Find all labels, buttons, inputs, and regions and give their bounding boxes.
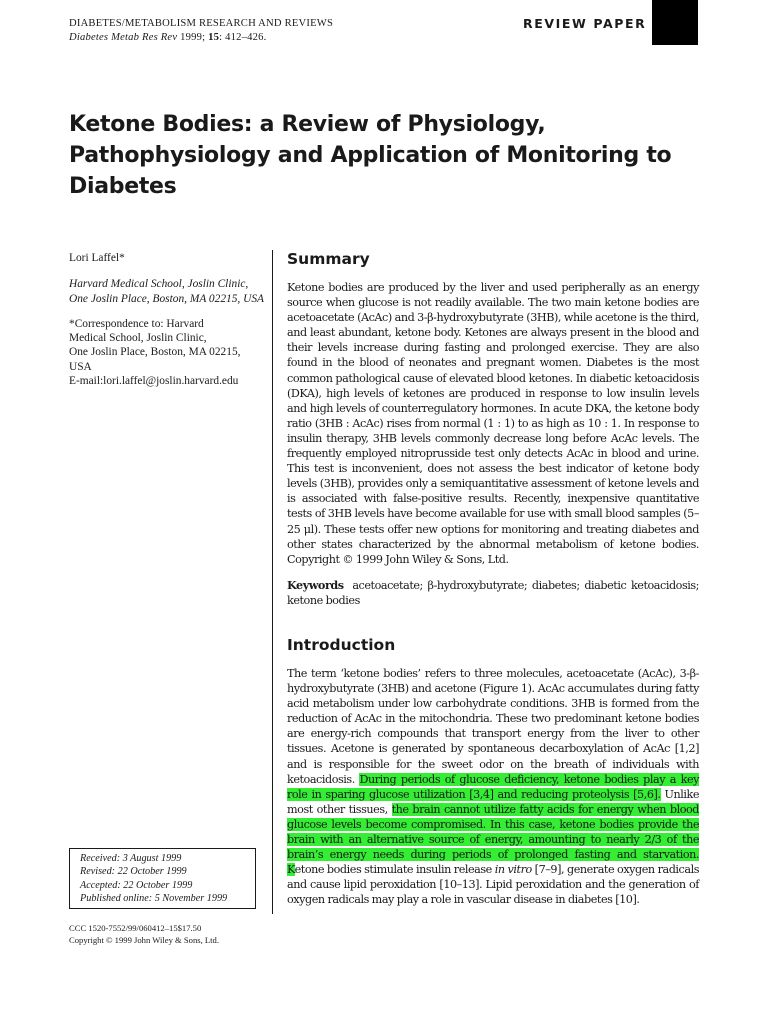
review-paper-label: REVIEW PAPER bbox=[523, 16, 647, 31]
copyright-line: Copyright © 1999 John Wiley & Sons, Ltd. bbox=[69, 934, 219, 945]
highlighted-passage: During periods of glucose deficiency, ketone bodies play a key role in sparing glucose utilization [3,4] and reducing proteolysis [5,6]. bbox=[287, 772, 699, 801]
dates-box bbox=[69, 848, 256, 909]
journal-year: 1999; bbox=[180, 32, 206, 43]
introduction-heading: Introduction bbox=[287, 635, 396, 654]
summary-paragraph: Ketone bodies are produced by the liver and used peripherally as an energy source when glucose is not readily available. The two main ketone bodies are acetoacetate (AcAc) and 3-β-hydroxybutyrate (3HB), while acetone is the third, and least abundant, ketone body. Ketones are always present in the blood and their levels increase during fasting and prolonged exercise. They are also found in the blood of neonates and pregnant women. Diabetes is the most common pathological cause of elevated blood ketones. In diabetic ketoacidosis (DKA), high levels of ketones are produced in response to low insulin levels and high levels of counterregulatory hormones. In acute DKA, the ketone body ratio (3HB : AcAc) rises from normal (1 : 1) to as high as 10 : 1. In response to insulin therapy, 3HB levels commonly decrease long before AcAc levels. The frequently employed nitroprusside test only detects AcAc in blood and urine. This test is inconvenient, does not assess the best indicator of ketone body levels (3HB), provides only a semiquantitative assessment of ketone levels and is associated with false-positive results. Recently, inexpensive quantitative tests of 3HB levels have become available for use with small blood samples (5–25 μl). These tests offer new options for monitoring and treating diabetes and other states characterized by the abnormal metabolism of ketone bodies. Copyright © 1999 John Wiley & Sons, Ltd. bbox=[287, 281, 699, 566]
intro-text: Unlike most other tissues, bbox=[287, 787, 700, 816]
journal-pages: : 412–426. bbox=[219, 32, 267, 43]
journal-abbrev: Diabetes Metab Res Rev bbox=[69, 32, 178, 43]
correspondence-line: *Correspondence to: Harvard bbox=[69, 317, 204, 330]
journal-name: DIABETES/METABOLISM RESEARCH AND REVIEWS bbox=[69, 18, 334, 29]
copyright-footer bbox=[69, 923, 219, 946]
keywords-label: Keywords bbox=[287, 577, 344, 592]
keywords-paragraph bbox=[287, 578, 699, 608]
correspondence-line: USA bbox=[69, 360, 92, 373]
black-corner-block bbox=[652, 0, 698, 45]
author-sidebar bbox=[69, 251, 269, 388]
intro-text: The term ‘ketone bodies’ refers to three molecules, acetoacetate (AcAc), 3-β-hydroxybutyrate (3HB) and acetone (Figure 1). AcAc accumulates during fatty acid metabolism under low carbohydrate conditions. 3HB is formed from the reduction of AcAc in the mitochondria. These two predominant ketone bodies are energy-rich compounds that transport energy from the liver to other tissues. Acetone is generated by spontaneous decarboxylation of AcAc [1,2] and is responsible for the sweet odor on the breath of individuals with ketoacidosis. bbox=[287, 666, 699, 786]
keywords-list: acetoacetate; β-hydroxybutyrate; diabetes; diabetic ketoacidosis; ketone bodies bbox=[287, 578, 699, 607]
introduction-paragraph bbox=[287, 666, 699, 908]
journal-volume: 15 bbox=[208, 32, 220, 43]
intro-italic-text: in vitro bbox=[494, 863, 532, 877]
article-title: Ketone Bodies: a Review of Physiology, Pathophysiology and Application of Monitoring to Diabetes bbox=[69, 112, 672, 199]
author-name: Lori Laffel* bbox=[69, 252, 125, 264]
intro-text: etone bodies stimulate insulin release bbox=[294, 863, 495, 877]
journal-header bbox=[69, 17, 333, 45]
correspondence-line: One Joslin Place, Boston, MA 02215, bbox=[69, 346, 241, 359]
column-divider bbox=[272, 250, 273, 914]
author-affiliation: Harvard Medical School, Joslin Clinic, One Joslin Place, Boston, MA 02215, USA bbox=[69, 278, 264, 305]
revised-date: Revised: 22 October 1999 bbox=[80, 866, 187, 878]
accepted-date: Accepted: 22 October 1999 bbox=[80, 879, 193, 891]
ccc-code: CCC 1520-7552/99/060412–15$17.50 bbox=[69, 923, 202, 933]
correspondence-email: E-mail:lori.laffel@joslin.harvard.edu bbox=[69, 375, 239, 388]
citation bbox=[69, 31, 333, 45]
received-date: Received: 3 August 1999 bbox=[80, 853, 182, 864]
main-column bbox=[287, 249, 699, 907]
highlighted-passage: the brain cannot utilize fatty acids for energy when blood glucose levels become compromised. In this case, ketone bodies provide the brain with an alternative source of energy, amounting to nearly 2/3 of the brain’s energy needs during periods of prolonged fasting and starvation. K bbox=[287, 802, 700, 877]
correspondence-block bbox=[69, 317, 269, 388]
published-date: Published online: 5 November 1999 bbox=[80, 893, 228, 905]
intro-text: [7–9], generate oxygen radicals and cause lipid peroxidation [10–13]. Lipid peroxidation and the generation of oxygen radicals may play a role in vascular disease in diabetes [10]. bbox=[287, 863, 699, 907]
correspondence-line: Medical School, Joslin Clinic, bbox=[69, 332, 207, 345]
summary-heading: Summary bbox=[287, 250, 370, 268]
